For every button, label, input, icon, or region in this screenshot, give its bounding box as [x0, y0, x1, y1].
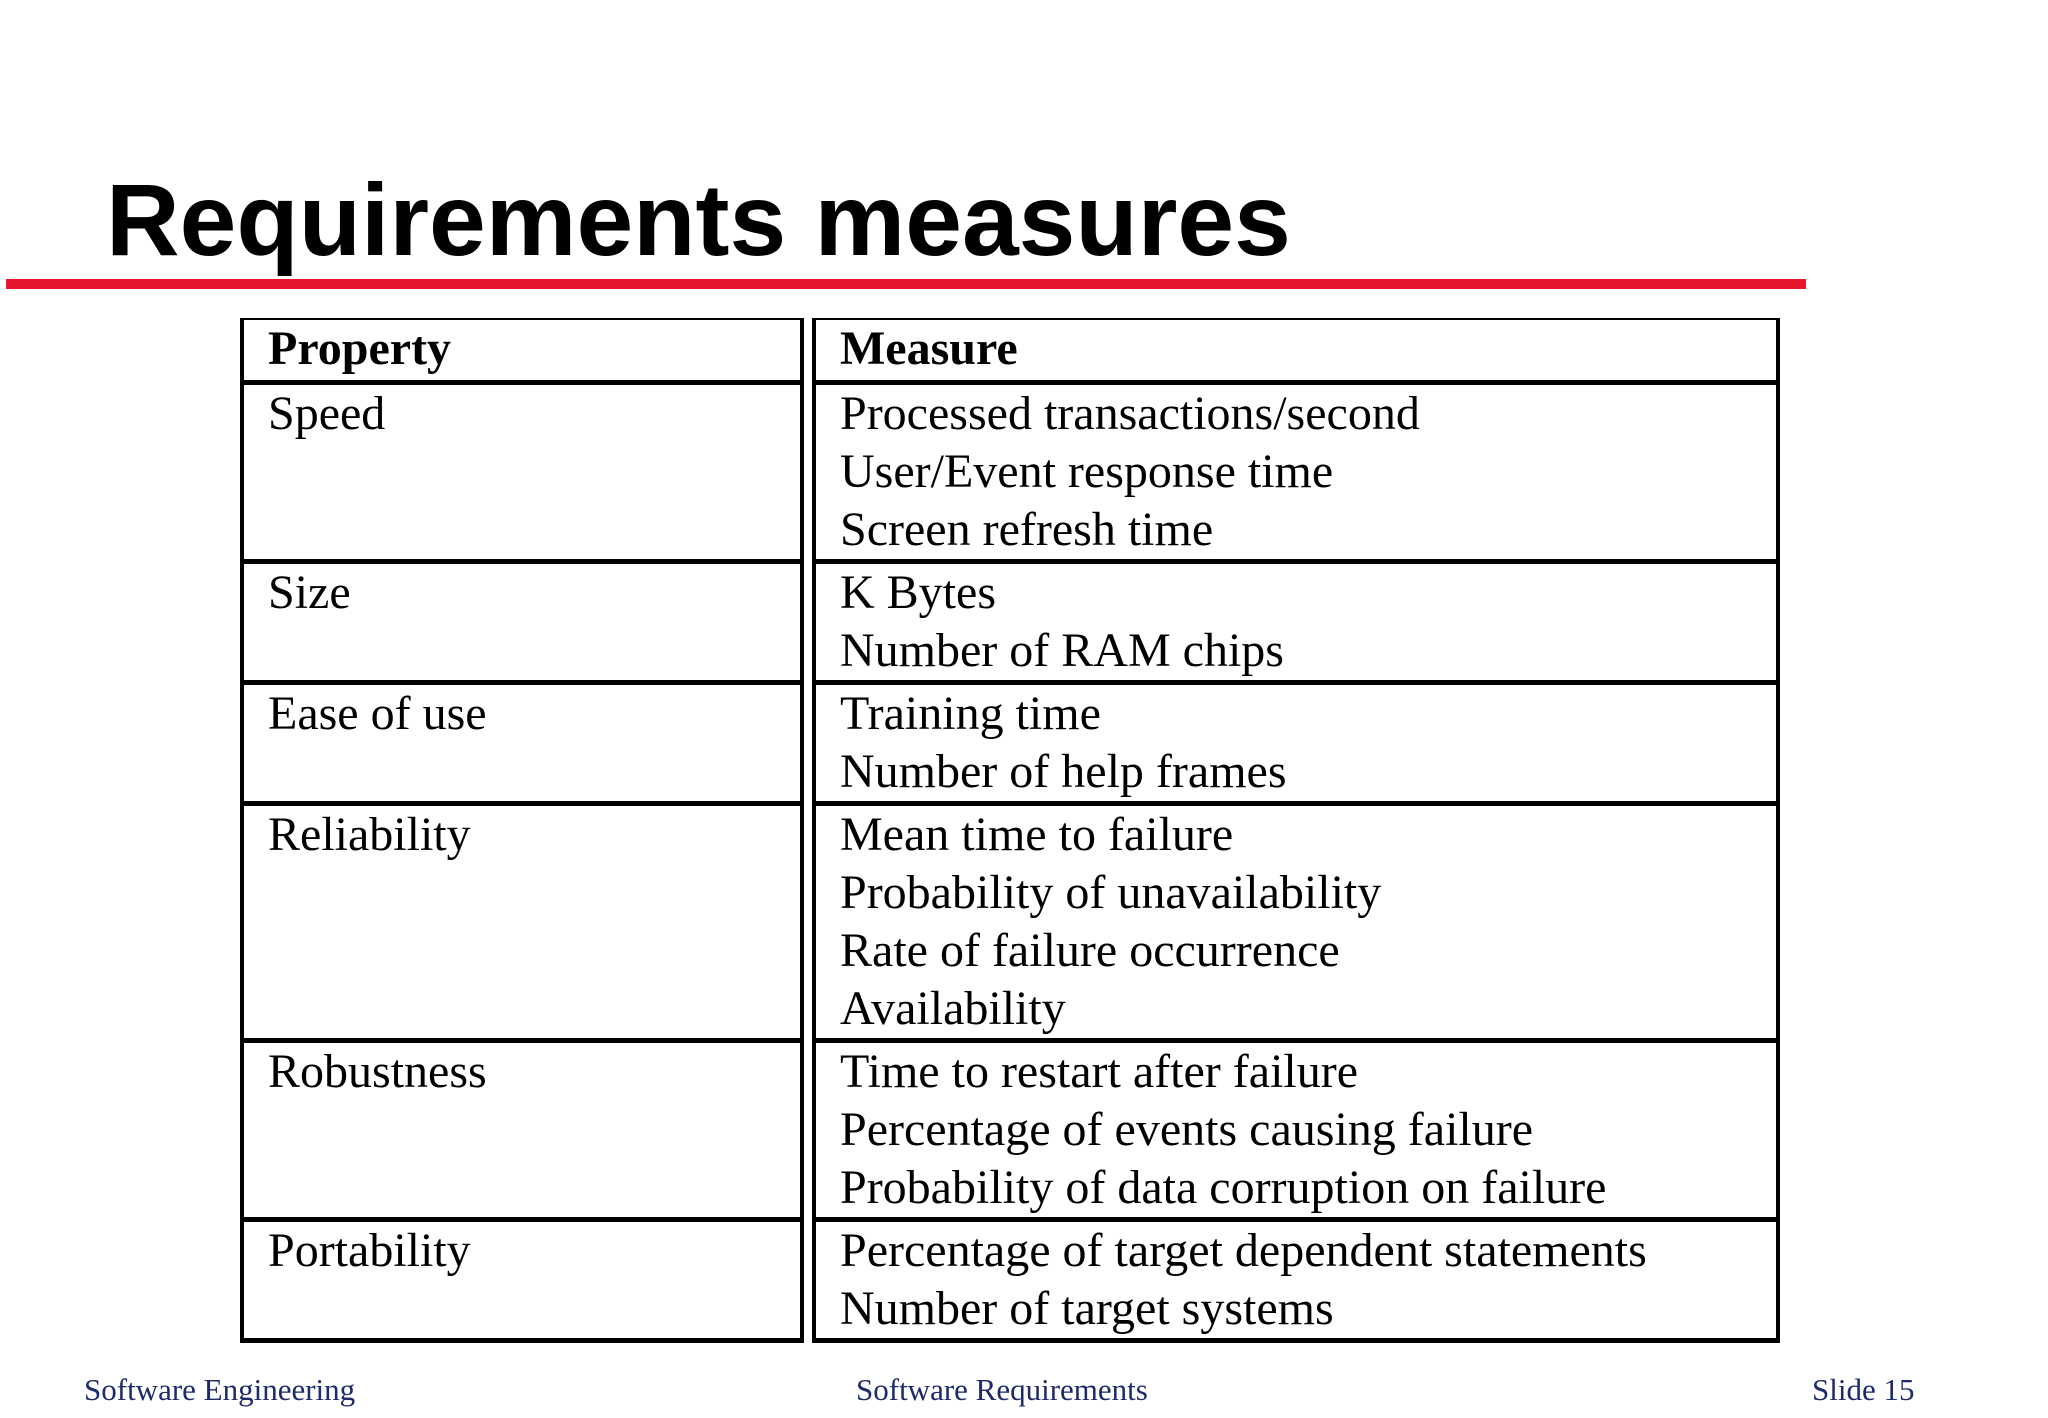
property-cell: Reliability: [240, 806, 804, 1043]
requirements-measures-table: [232, 318, 1788, 1343]
measure-item: Screen refresh time: [840, 503, 1214, 556]
measure-item: Mean time to failure: [840, 808, 1234, 861]
measure-item: Processed transactions/second: [840, 387, 1420, 440]
footer-course-name: Software Engineering: [84, 1372, 356, 1407]
table-row: [240, 806, 1780, 1043]
table-row: [240, 685, 1780, 806]
measure-item: Time to restart after failure: [840, 1045, 1359, 1098]
measure-cell: [812, 1222, 1780, 1343]
measure-item: Percentage of target dependent statements: [840, 1224, 1647, 1277]
property-cell: Ease of use: [240, 685, 804, 806]
footer-slide-number: Slide 15: [1812, 1372, 1915, 1407]
measure-cell: [812, 685, 1780, 806]
property-cell: Speed: [240, 385, 804, 564]
property-cell: Size: [240, 564, 804, 685]
table-row: [240, 564, 1780, 685]
measure-column-header: Measure: [812, 318, 1780, 385]
measure-item: User/Event response time: [840, 445, 1334, 498]
measure-item: K Bytes: [840, 566, 996, 619]
table-row: [240, 1222, 1780, 1343]
title-underline-rule: [6, 279, 1806, 289]
measure-item: Percentage of events causing failure: [840, 1103, 1534, 1156]
measure-item: Number of RAM chips: [840, 624, 1284, 677]
measure-item: Training time: [840, 687, 1101, 740]
property-cell: Portability: [240, 1222, 804, 1343]
measure-item: Probability of unavailability: [840, 866, 1382, 919]
measure-cell: [812, 385, 1780, 564]
table-row: [240, 1043, 1780, 1222]
property-column-header: Property: [240, 318, 804, 385]
measure-cell: [812, 806, 1780, 1043]
measure-item: Availability: [840, 982, 1066, 1035]
footer-chapter-name: Software Requirements: [856, 1372, 1148, 1407]
table-header-row: [240, 318, 1780, 385]
slide-title: Requirements measures: [106, 163, 1291, 277]
measure-item: Number of help frames: [840, 745, 1287, 798]
measure-item: Rate of failure occurrence: [840, 924, 1340, 977]
property-cell: Robustness: [240, 1043, 804, 1222]
measure-cell: [812, 564, 1780, 685]
measure-item: Number of target systems: [840, 1282, 1334, 1335]
measure-item: Probability of data corruption on failure: [840, 1161, 1607, 1214]
table-row: [240, 385, 1780, 564]
measure-cell: [812, 1043, 1780, 1222]
